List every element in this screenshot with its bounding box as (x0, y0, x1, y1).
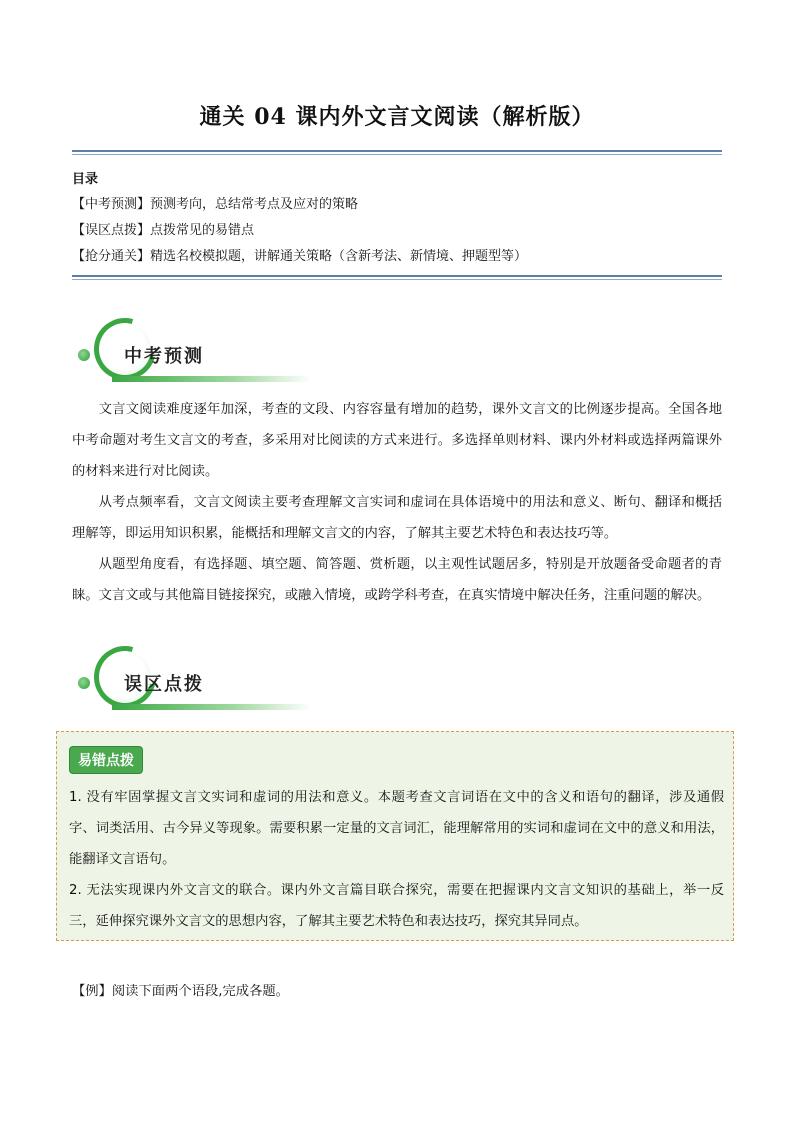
bullet-dot-icon (78, 349, 90, 361)
toc-item-practice[interactable]: 【抢分通关】精选名校模拟题，讲解通关策略（含新考法、新情境、押题型等） (72, 249, 528, 264)
forecast-paragraph-3: 从题型角度看，有选择题、填空题、简答题、赏析题，以主观性试题居多，特别是开放题备受命题者的青睐。文言文或与其他篇目链接探究，或融入情境，或跨学科考查，在真实情境中解决任务，注重问题的解决。 (72, 557, 722, 603)
example-prompt: 【例】阅读下面两个语段,完成各题。 (72, 984, 289, 999)
section-bar (112, 376, 312, 382)
toc-divider (72, 275, 722, 280)
table-of-contents (72, 168, 722, 274)
section-label: 中考预测 (124, 346, 204, 367)
mistake-tips-box (56, 731, 734, 941)
tip-item-1: 1. 没有牢固掌握文言文实词和虚词的用法和意义。本题考查文言词语在文中的含义和语句的翻译，涉及通假字、词类活用、古今异义等现象。需要积累一定量的文言词汇，能理解常用的实词和虚词在文中的意义和用法，能翻译文言语句。 (69, 790, 724, 867)
bullet-dot-icon (78, 677, 90, 689)
page-title: 通关 04 课内外文言文阅读（解析版） (199, 104, 595, 130)
tips-badge: 易错点拨 (69, 746, 143, 774)
toc-item-mistakes[interactable]: 【误区点拨】点拨常见的易错点 (72, 223, 255, 238)
section-label: 误区点拨 (124, 674, 204, 695)
section-header-forecast (72, 318, 332, 398)
tip-item-2: 2. 无法实现课内外文言文的联合。课内外文言篇目联合探究，需要在把握课内文言文知识的基础上，举一反三，延伸探究课外文言文的思想内容，了解其主要艺术特色和表达技巧，探究其异同点。 (69, 883, 724, 929)
title-divider (72, 150, 722, 155)
toc-heading: 目录 (72, 172, 99, 187)
toc-item-forecast[interactable]: 【中考预测】预测考向，总结常考点及应对的策略 (72, 197, 359, 212)
section-bar (112, 704, 312, 710)
forecast-paragraph-2: 从考点频率看，文言文阅读主要考查理解文言实词和虚词在具体语境中的用法和意义、断句、翻译和概括理解等，即运用知识积累，能概括和理解文言文的内容，了解其主要艺术特色和表达技巧等。 (72, 495, 722, 541)
forecast-paragraph-1: 文言文阅读难度逐年加深，考查的文段、内容容量有增加的趋势，课外文言文的比例逐步提高。全国各地中考命题对考生文言文的考查，多采用对比阅读的方式来进行。多选择单则材料、课内外材料或选择两篇课外的材料来进行对比阅读。 (72, 402, 722, 479)
section-header-mistakes (72, 646, 332, 726)
